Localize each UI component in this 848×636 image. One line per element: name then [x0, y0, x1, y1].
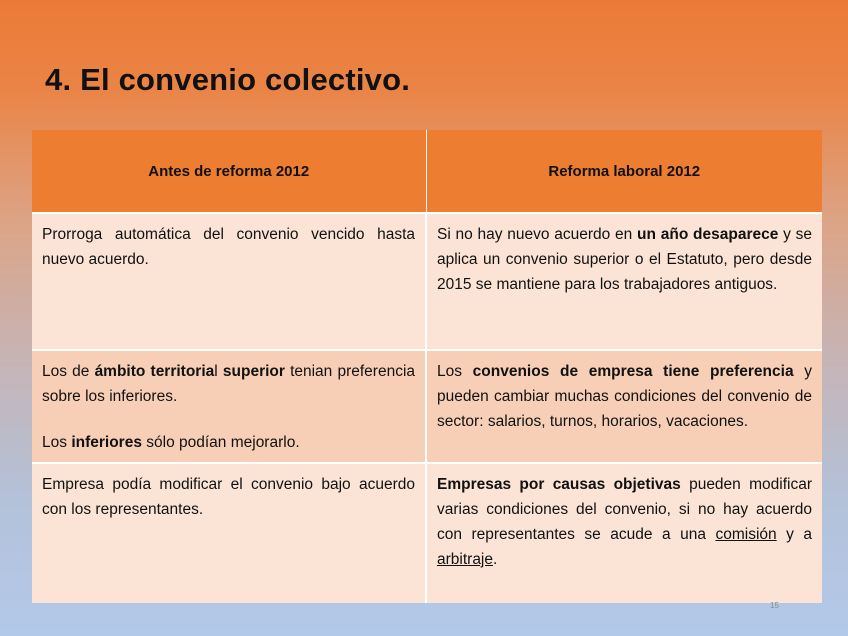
cell-text: l	[214, 363, 223, 380]
cell-text-underlined: comisión	[715, 526, 777, 543]
table-row	[32, 463, 822, 603]
cell-text: pueden modificar varias condiciones del convenio, si no hay acuerdo con representantes se acude a una	[437, 476, 812, 543]
cell-text: y se aplica un convenio superior o el Estatuto, pero desde 2015 se mantiene para los trabajadores antiguos.	[437, 226, 813, 293]
table-header-row	[32, 130, 822, 213]
cell-text: Los de	[42, 363, 95, 380]
cell-text: Prorroga automática del convenio vencido hasta nuevo acuerdo.	[42, 226, 415, 268]
comparison-table	[32, 130, 822, 603]
cell-text: tenian preferencia sobre los inferiores.	[42, 363, 416, 405]
cell-text-bold: inferiores	[71, 434, 142, 451]
cell-text: sólo podían mejorarlo.	[141, 434, 300, 451]
paragraph-gap	[42, 409, 415, 430]
cell-text-bold: un año desaparece	[637, 226, 779, 243]
cell-text: y a	[776, 526, 813, 543]
cell-row1-before	[32, 213, 426, 350]
cell-row1-reform	[426, 213, 822, 350]
slide-title: 4. El convenio colectivo.	[45, 62, 411, 97]
cell-text: .	[493, 551, 498, 568]
cell-row3-reform	[426, 463, 822, 603]
cell-row2-reform	[426, 350, 822, 463]
cell-text-bold: convenios de empresa tiene preferencia	[472, 363, 794, 380]
header-before-reform: Antes de reforma 2012	[32, 130, 426, 213]
cell-text: Empresa podía modificar el convenio bajo acuerdo con los representantes.	[42, 476, 415, 518]
cell-text-bold: superior	[222, 363, 285, 380]
header-reform-2012: Reforma laboral 2012	[426, 130, 822, 213]
table-row	[32, 213, 822, 350]
page-number: 15	[770, 601, 779, 610]
cell-text-bold: ámbito territoria	[94, 363, 215, 380]
cell-text: Si no hay nuevo acuerdo en	[437, 226, 638, 243]
cell-text: Los	[437, 363, 473, 380]
cell-text-bold: Empresas por causas objetivas	[437, 476, 681, 493]
cell-row2-before	[32, 350, 426, 463]
cell-text: y pueden cambiar muchas condiciones del convenio de sector: salarios, turnos, horarios, vacaciones.	[437, 363, 812, 430]
table-row	[32, 350, 822, 463]
cell-text-underlined: arbitraje	[437, 551, 493, 568]
cell-row3-before	[32, 463, 426, 603]
cell-text: Los	[42, 434, 72, 451]
